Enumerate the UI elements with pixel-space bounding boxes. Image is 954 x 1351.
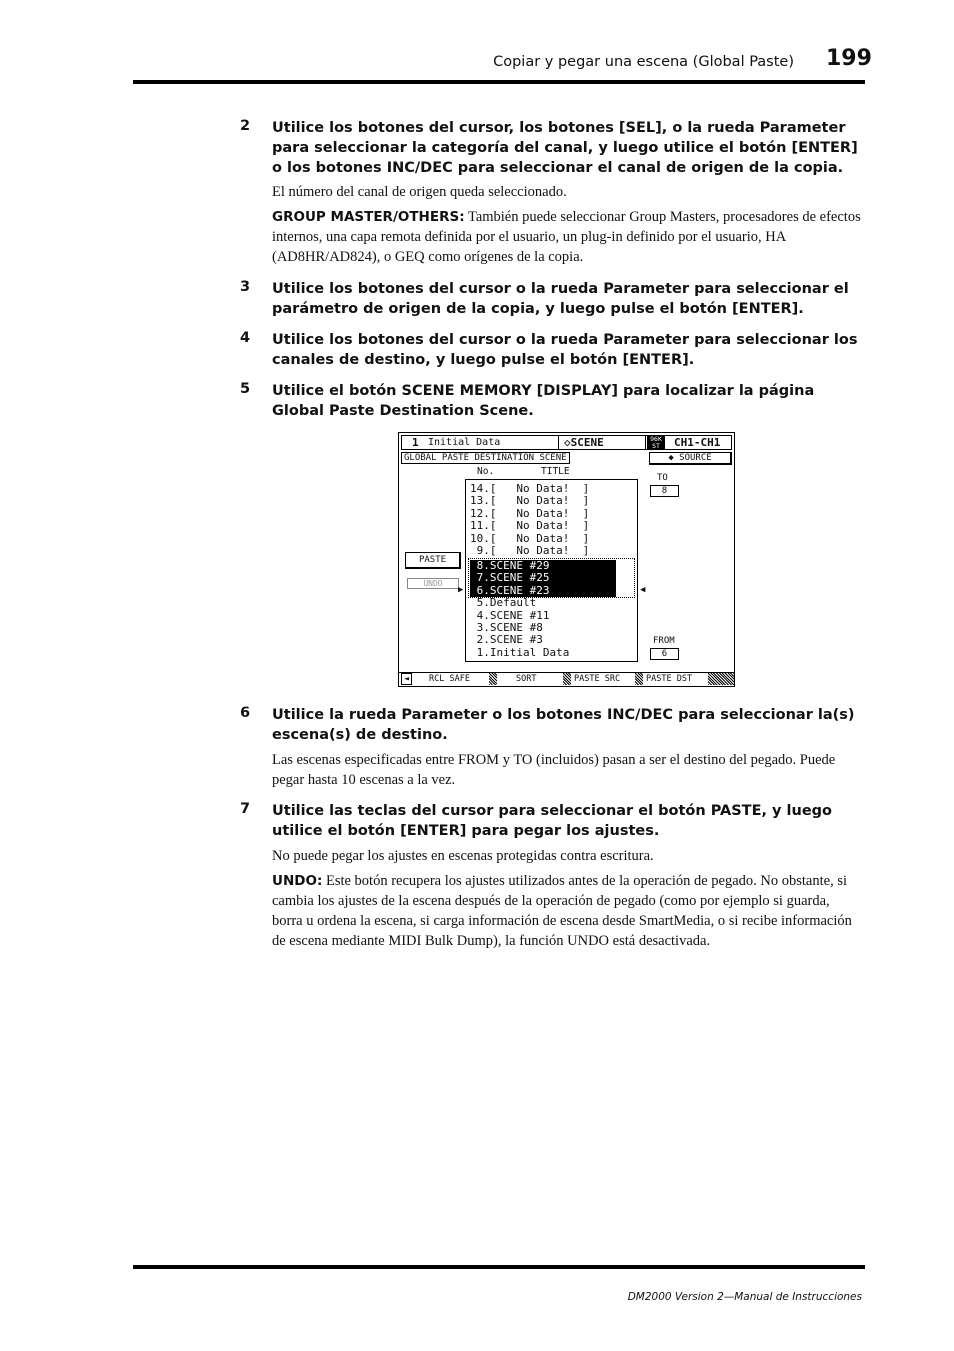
tab-rcl-safe[interactable]: RCL SAFE: [429, 674, 470, 684]
scene-list-item[interactable]: 10.[ No Data! ]: [470, 531, 590, 545]
divider: [645, 436, 646, 449]
scene-list[interactable]: [465, 479, 638, 662]
page-number: 199: [826, 46, 872, 71]
running-header-title: Copiar y pegar una escena (Global Paste): [493, 54, 794, 70]
group-master-note: [272, 207, 862, 267]
note-label: UNDO:: [272, 873, 323, 889]
step-2-body: El número del canal de origen queda seleccionado.: [272, 184, 567, 200]
note-label: GROUP MASTER/OTHERS:: [272, 209, 465, 225]
step-number: 2: [240, 118, 251, 134]
scene-list-item-selected[interactable]: 6.SCENE #23: [470, 585, 616, 597]
screen-page-title: GLOBAL PASTE DESTINATION SCENE: [401, 452, 570, 464]
step-heading: Utilice las teclas del cursor para seleccionar el botón PASTE, y luego utilice el botón [ENTER] para pegar los ajustes.: [272, 803, 832, 839]
undo-button[interactable]: UNDO: [407, 578, 459, 589]
scene-list-item[interactable]: 13.[ No Data! ]: [470, 494, 590, 508]
to-value-box[interactable]: 8: [650, 485, 679, 497]
right-pointer-icon: ▶: [458, 585, 464, 595]
undo-note: [272, 871, 862, 951]
tab-paste-dst[interactable]: PASTE DST: [646, 674, 693, 684]
tab-paste-src[interactable]: PASTE SRC: [574, 674, 621, 684]
step-7-body: No puede pegar los ajustes en escenas protegidas contra escritura.: [272, 848, 654, 864]
step-6: [240, 705, 862, 745]
mode-label: ◇SCENE: [564, 436, 604, 449]
step-heading: Utilice los botones del cursor o la rueda Parameter para seleccionar el parámetro de origen de la copia, y luego pulse el botón [ENTER].: [272, 281, 849, 317]
scene-list-item[interactable]: 14.[ No Data! ]: [470, 482, 590, 495]
note-text: También puede seleccionar Group Masters, procesadores de efectos internos, una capa remota definida por el usuario, un plug-in definido por el usuario, HA (AD8HR/AD824), o GEQ como orígenes de la copia.: [272, 209, 861, 265]
footer-rule: [133, 1265, 865, 1269]
source-button[interactable]: ◆ SOURCE: [649, 452, 732, 465]
tab-scroll-left[interactable]: ◄: [401, 673, 412, 685]
step-number: 7: [240, 801, 251, 817]
scene-list-item-selected[interactable]: 7.SCENE #25: [470, 572, 616, 584]
scene-list-item[interactable]: 4.SCENE #11: [470, 608, 550, 622]
scene-list-item[interactable]: 2.SCENE #3: [470, 633, 543, 647]
step-number: 3: [240, 279, 251, 295]
step-heading: Utilice los botones del cursor o la rueda Parameter para seleccionar los canales de destino, y luego pulse el botón [ENTER].: [272, 332, 858, 368]
column-header-no: No.: [477, 466, 495, 477]
column-header-title: TITLE: [541, 466, 570, 477]
step-4: [240, 330, 862, 370]
to-label: TO: [657, 473, 668, 483]
scene-list-item[interactable]: 9.[ No Data! ]: [470, 544, 590, 557]
note-text: Este botón recupera los ajustes utilizados antes de la operación de pegado. No obstante, si cambia los ajustes de la escena después de la operación de pegado (como por ejemplo si guarda, borra u ordena la escena, si carga información de escena desde SmartMedia, o si recibe información de escena mediante MIDI Bulk Dump), la función UNDO está desactivada.: [272, 873, 852, 949]
step-heading: Utilice el botón SCENE MEMORY [DISPLAY] para localizar la página Global Paste Destination Scene.: [272, 383, 815, 419]
tab-sort[interactable]: SORT: [516, 674, 537, 684]
lcd-screen: [398, 432, 735, 687]
tab-bar-end: [708, 673, 734, 685]
scene-list-item[interactable]: 11.[ No Data! ]: [470, 519, 590, 533]
step-3: [240, 279, 862, 319]
step-number: 5: [240, 381, 251, 397]
tab-separator: [563, 673, 571, 685]
tab-separator: [635, 673, 643, 685]
channel-label: CH1-CH1: [674, 436, 721, 449]
current-scene-title: Initial Data: [428, 437, 501, 448]
scene-list-item[interactable]: 5.Default: [470, 596, 537, 610]
lcd-top-bar: [401, 435, 732, 450]
step-5: [240, 381, 862, 421]
from-value-box[interactable]: 6: [650, 648, 679, 660]
sample-rate-badge: [647, 436, 665, 449]
scene-list-item-selected[interactable]: 8.SCENE #29: [470, 560, 616, 572]
step-heading: Utilice la rueda Parameter o los botones INC/DEC para seleccionar la(s) escena(s) de destino.: [272, 707, 855, 743]
step-2: [240, 118, 862, 178]
paste-button[interactable]: PASTE: [405, 552, 461, 569]
header-rule: [133, 80, 865, 84]
divider: [558, 436, 559, 449]
step-7: [240, 801, 862, 841]
current-scene-number: 1: [412, 436, 419, 449]
left-pointer-icon: ◀: [640, 585, 646, 595]
scene-list-item[interactable]: 3.SCENE #8: [470, 621, 543, 634]
step-heading: Utilice los botones del cursor, los botones [SEL], o la rueda Parameter para seleccionar la categoría del canal, y luego utilice el botón [ENTER] o los botones INC/DEC para seleccionar el canal de origen de la copia.: [272, 120, 858, 176]
step-number: 6: [240, 705, 251, 721]
scene-list-item[interactable]: 1.Initial Data: [470, 645, 570, 659]
step-6-body: Las escenas especificadas entre FROM y TO (incluidos) pasan a ser el destino del pegado. Puede pegar hasta 10 escenas a la vez.: [272, 752, 836, 788]
step-number: 4: [240, 330, 251, 346]
sample-rate-top: 96K: [650, 435, 662, 443]
scene-list-item[interactable]: 12.[ No Data! ]: [470, 506, 590, 520]
footer-text: DM2000 Version 2—Manual de Instrucciones: [627, 1291, 862, 1303]
screen-tab-bar: [399, 672, 734, 686]
tab-separator: [489, 673, 497, 685]
sample-rate-bottom: ST: [652, 441, 660, 450]
from-label: FROM: [653, 636, 675, 646]
